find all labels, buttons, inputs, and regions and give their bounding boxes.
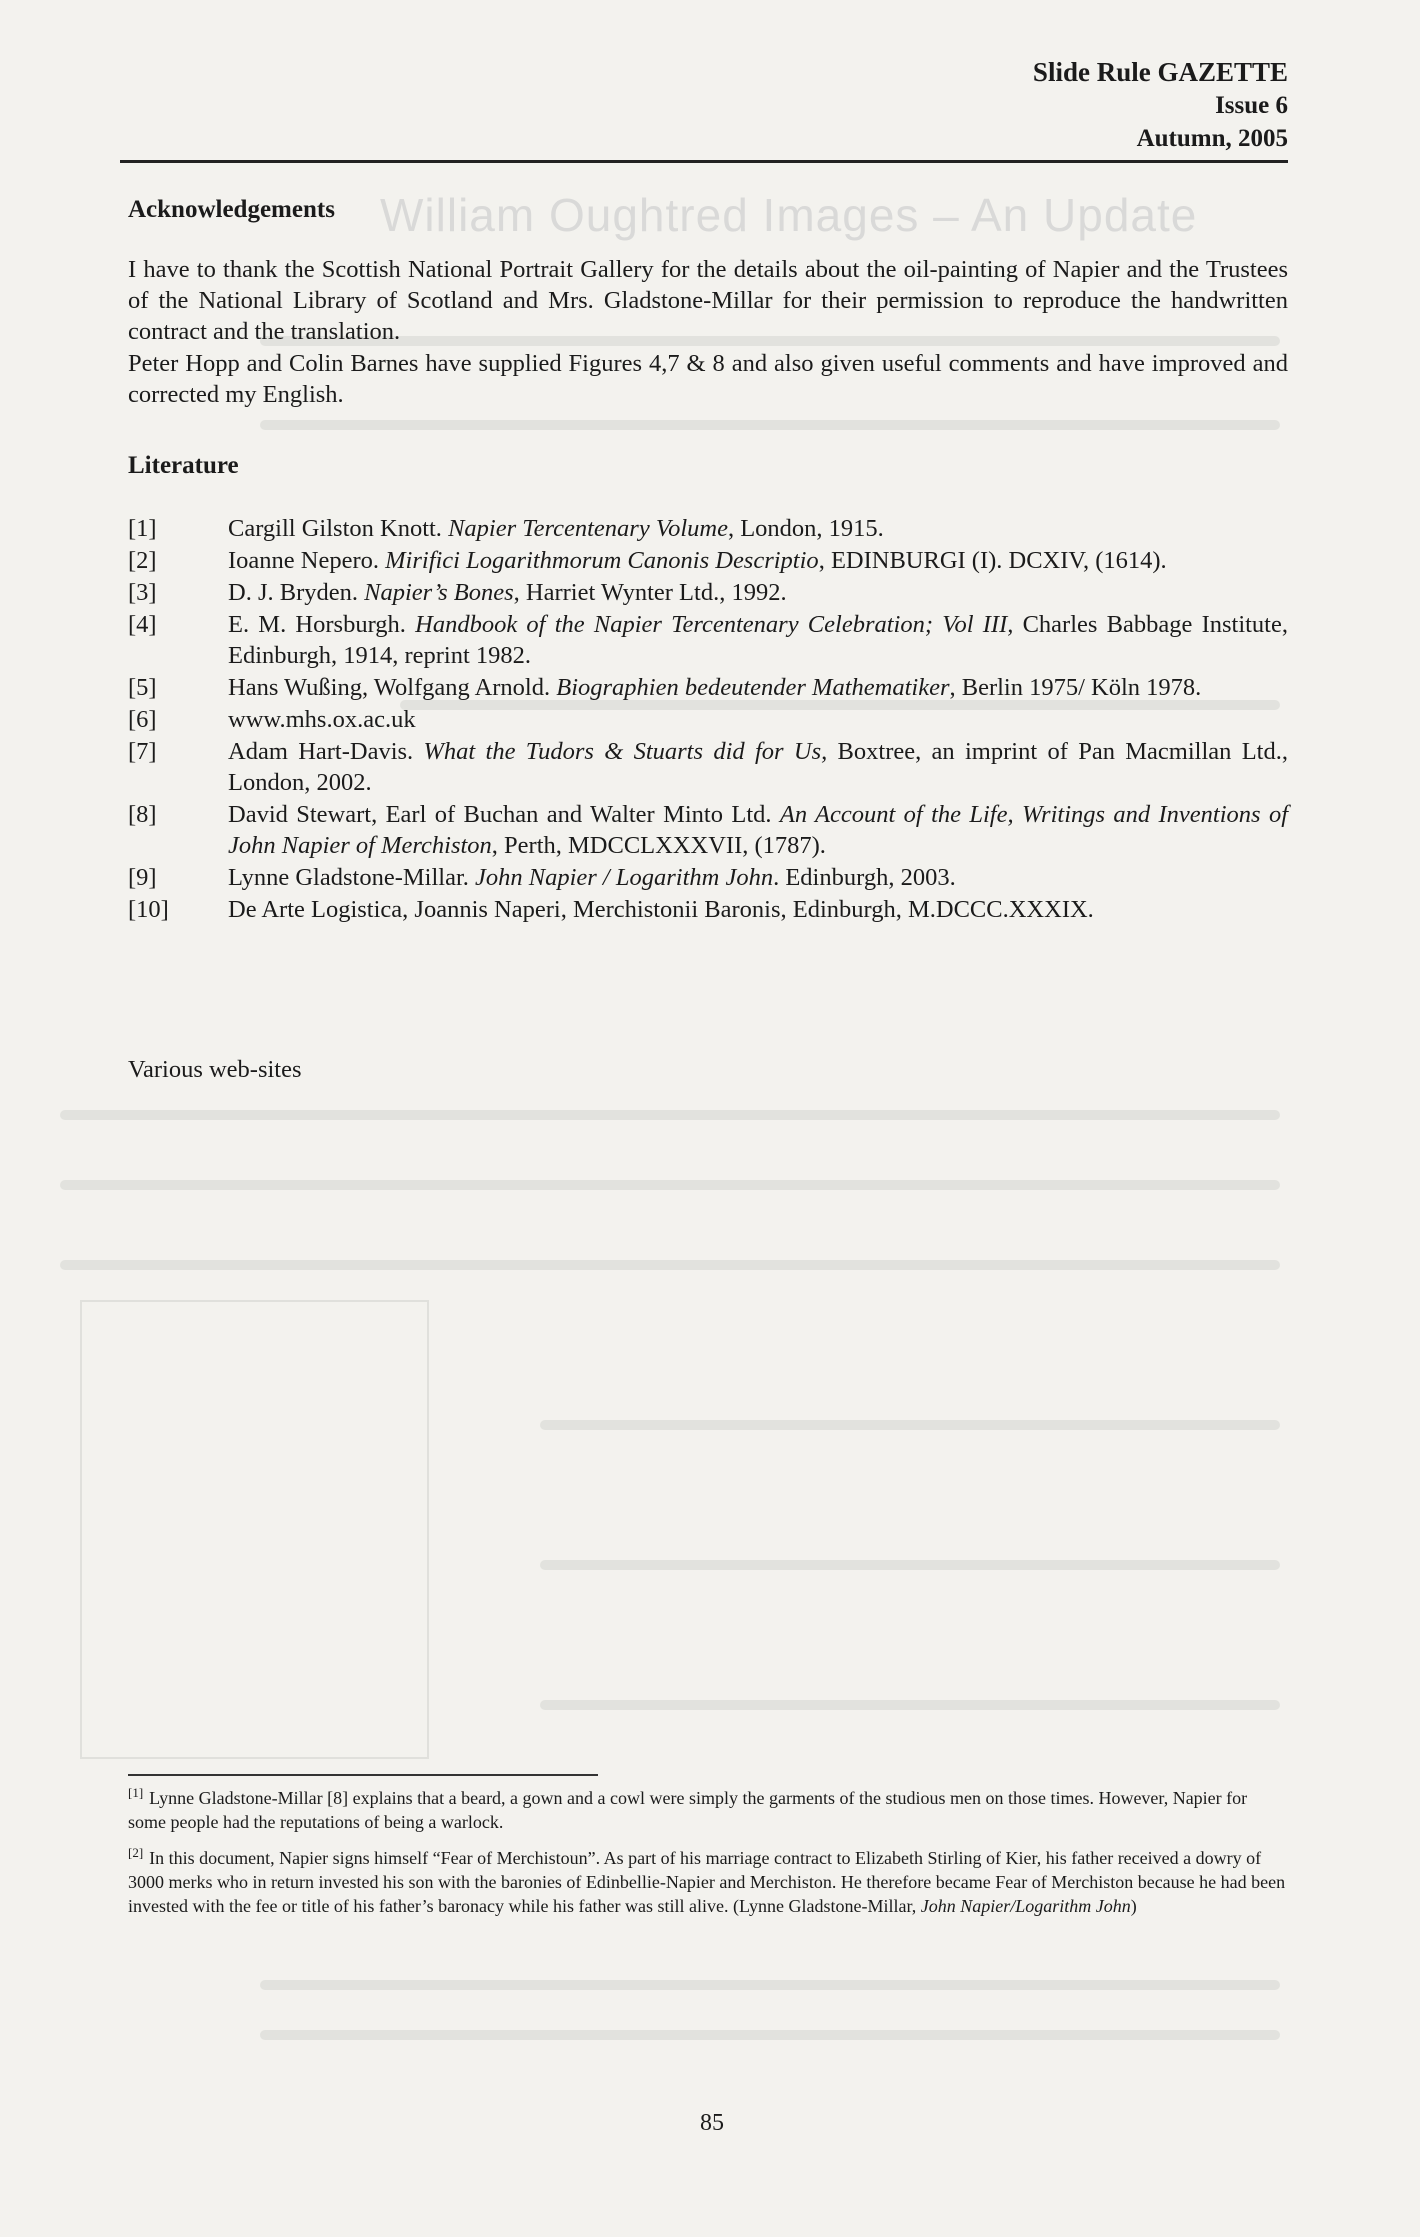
web-sites-note: Various web-sites xyxy=(128,1056,302,1083)
reference-text: D. J. Bryden. Napier’s Bones, Harriet Wynter Ltd., 1992. xyxy=(228,579,787,606)
reference-link[interactable]: www.mhs.ox.ac.uk xyxy=(228,706,416,733)
publication-title: Slide Rule GAZETTE xyxy=(1032,57,1288,87)
footnote-mark: [1] xyxy=(128,1785,144,1800)
reference-number: [8] xyxy=(128,801,157,828)
reference-item xyxy=(128,577,1288,608)
reference-item xyxy=(128,704,1288,735)
acknowledgements-heading: Acknowledgements xyxy=(128,196,335,223)
footnote: [2] In this document, Napier signs himself “Fear of Merchistoun”. As part of his marriage contract to Elizabeth Stirling of Kier, his father received a dowry of 3000 merks who in return invested his son with the baronies of Edinbellie-Napier and Merchiston. He therefore became Fear of Merchiston because he had been invested with the fee or title of his father’s baronacy while his father was still alive. (Lynne Gladstone-Millar, John Napier/Logarithm John) xyxy=(128,1845,1286,1916)
issue-number: Issue 6 xyxy=(1215,92,1288,119)
reference-text: E. M. Horsburgh. Handbook of the Napier Tercentenary Celebration; Vol III, Charles Babbage Institute, Edinburgh, 1914, reprint 1982. xyxy=(228,611,1288,669)
bleed-through-line xyxy=(540,1700,1280,1710)
reference-list xyxy=(128,513,1288,926)
issue-season: Autumn, 2005 xyxy=(1136,125,1288,152)
reference-number: [7] xyxy=(128,738,157,765)
bleed-through-line xyxy=(60,1110,1280,1120)
reference-item xyxy=(128,513,1288,544)
reference-number: [5] xyxy=(128,674,157,701)
reference-text: Ioanne Nepero. Mirifici Logarithmorum Canonis Descriptio, EDINBURGI (I). DCXIV, (1614). xyxy=(228,547,1167,574)
reference-text: David Stewart, Earl of Buchan and Walter Minto Ltd. An Account of the Life, Writings and Inventions of John Napier of Merchiston, Perth, MDCCLXXXVII, (1787). xyxy=(228,801,1288,859)
reference-item xyxy=(128,545,1288,576)
reference-item xyxy=(128,799,1288,861)
page-number: 85 xyxy=(700,2110,724,2136)
reference-number: [1] xyxy=(128,515,157,542)
reference-item xyxy=(128,862,1288,893)
bleed-through-line xyxy=(260,1980,1280,1990)
reference-item xyxy=(128,672,1288,703)
reference-item xyxy=(128,736,1288,798)
bleed-through-line xyxy=(260,2030,1280,2040)
bleed-through-line xyxy=(60,1180,1280,1190)
reference-number: [10] xyxy=(128,896,169,923)
bleed-through-line xyxy=(540,1420,1280,1430)
bleed-through-line xyxy=(260,420,1280,430)
reference-text: Cargill Gilston Knott. Napier Tercentenary Volume, London, 1915. xyxy=(228,515,884,542)
reference-text: De Arte Logistica, Joannis Naperi, Merchistonii Baronis, Edinburgh, M.DCCC.XXXIX. xyxy=(228,896,1094,923)
footnote-mark: [2] xyxy=(128,1845,144,1860)
reference-number: [2] xyxy=(128,547,157,574)
reference-text: Lynne Gladstone-Millar. John Napier / Logarithm John. Edinburgh, 2003. xyxy=(228,864,956,891)
footnote: [1] Lynne Gladstone-Millar [8] explains that a beard, a gown and a cowl were simply the garments of the studious men on those times. However, Napier for some people had the reputations of being a warlock. xyxy=(128,1785,1248,1832)
acknowledgements-paragraph: Peter Hopp and Colin Barnes have supplied Figures 4,7 & 8 and also given useful comments and have improved and corrected my English. xyxy=(128,350,1288,408)
footnote-rule xyxy=(128,1774,598,1776)
reference-text: Hans Wußing, Wolfgang Arnold. Biographien bedeutender Mathematiker, Berlin 1975/ Köln 1978. xyxy=(228,674,1202,701)
bleed-through-figure xyxy=(80,1300,429,1759)
running-header xyxy=(1033,56,1288,155)
reference-text: Adam Hart-Davis. What the Tudors & Stuarts did for Us, Boxtree, an imprint of Pan Macmillan Ltd., London, 2002. xyxy=(228,738,1288,796)
reference-item xyxy=(128,609,1288,671)
header-rule xyxy=(120,160,1288,163)
bleed-through-title: William Oughtred Images – An Update xyxy=(380,189,1198,241)
literature-heading: Literature xyxy=(128,452,239,479)
bleed-through-line xyxy=(60,1260,1280,1270)
acknowledgements-paragraph: I have to thank the Scottish National Portrait Gallery for the details about the oil-painting of Napier and the Trustees of the National Library of Scotland and Mrs. Gladstone-Millar for their permission to reproduce the handwritten contract and the translation. xyxy=(128,256,1288,345)
reference-item xyxy=(128,894,1288,925)
reference-number: [3] xyxy=(128,579,157,606)
bleed-through-line xyxy=(540,1560,1280,1570)
reference-number: [6] xyxy=(128,706,157,733)
reference-number: [9] xyxy=(128,864,157,891)
reference-number: [4] xyxy=(128,611,157,638)
